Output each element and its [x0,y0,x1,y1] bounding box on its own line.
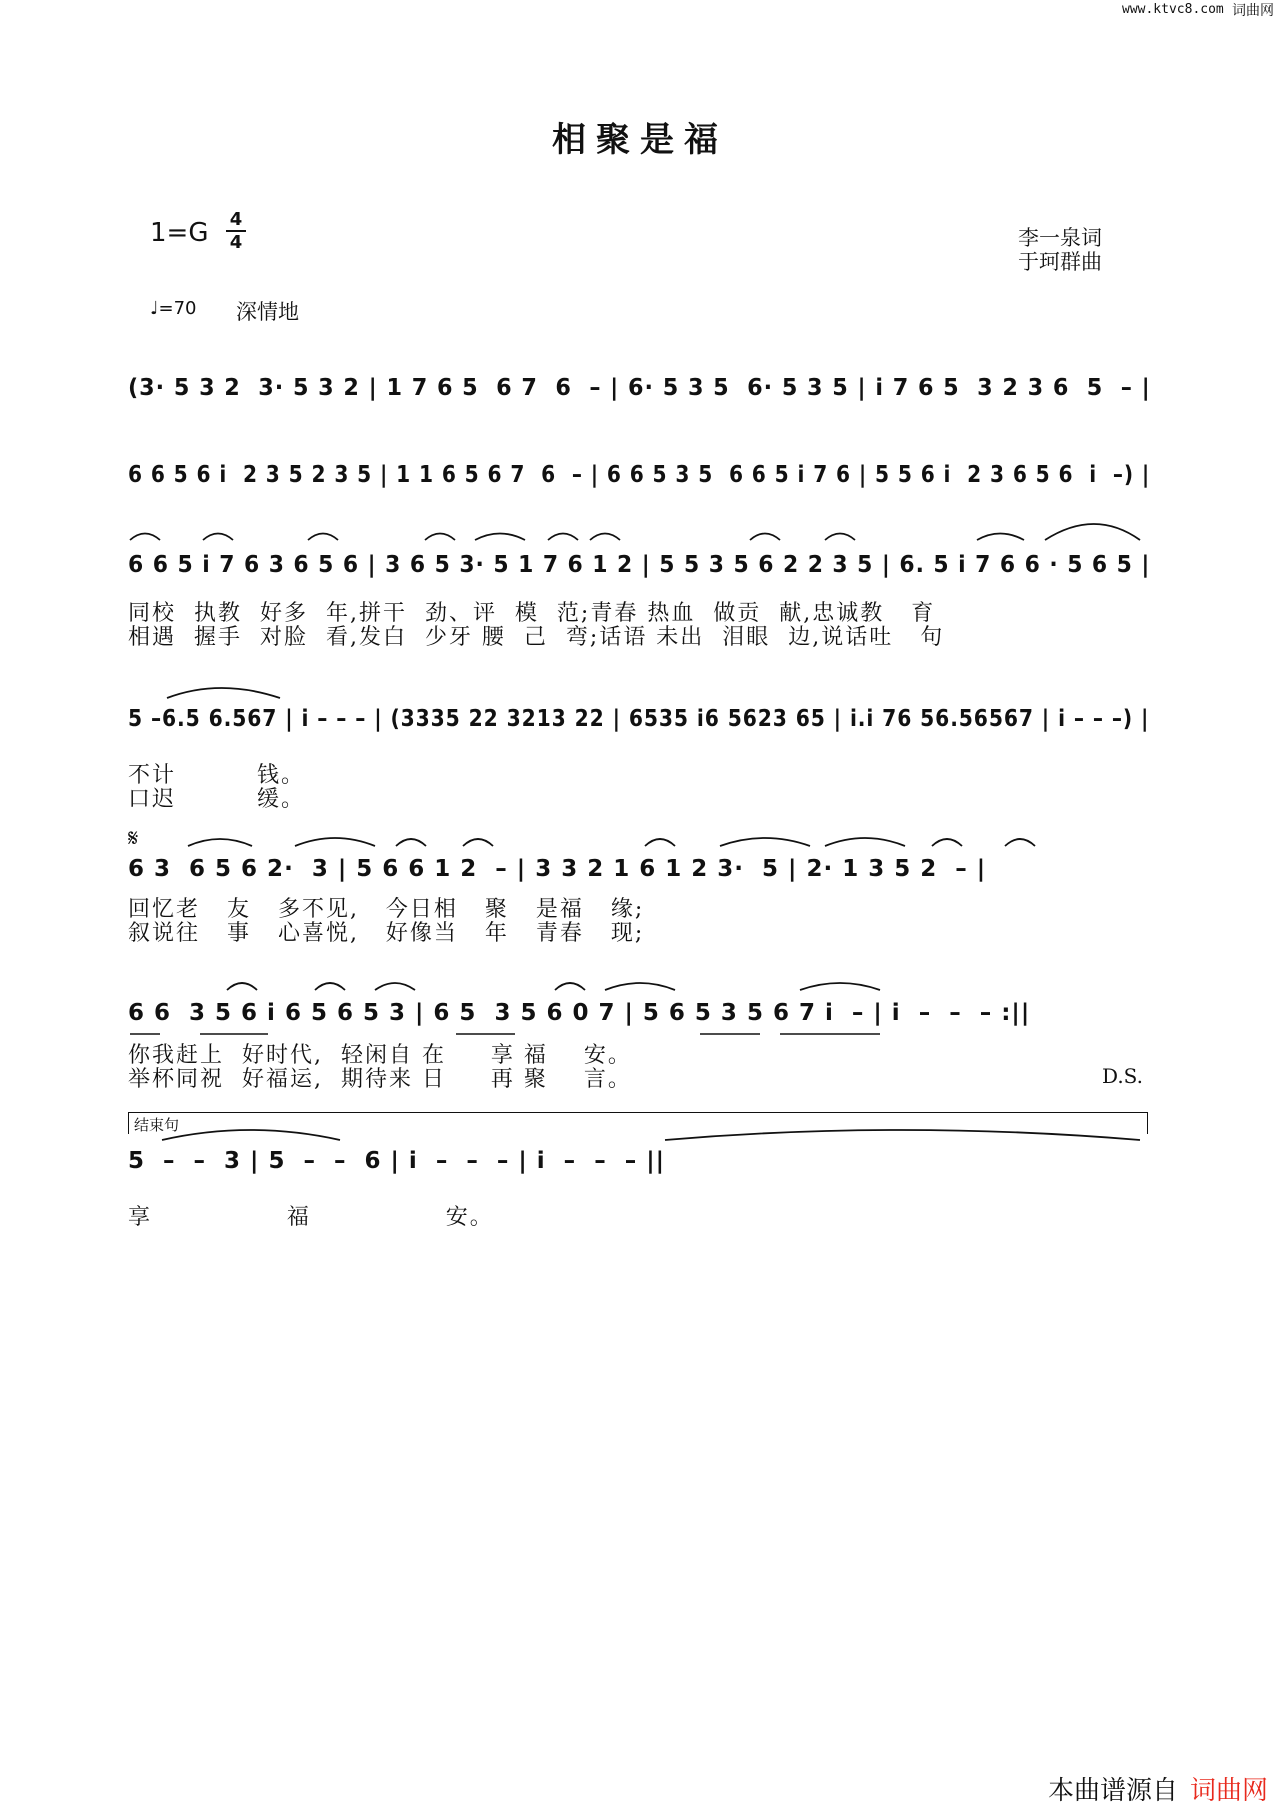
ending-label: 结束句 [134,1116,180,1134]
staff-notes: 6 6 5 i 7 6 3 6 5 6 | 3 6 5 3· 5 1 7 6 1 2 | 5 5 3 5 6 2 2 3 5 | 6. 5 i 7 6 6 · 5 6 5 | [128,552,1151,578]
expression-mark: 深情地 [236,300,299,324]
segno-sign: 𝄋 [128,824,139,852]
lyric-line-1: 回忆老 友 多不见, 今日相 聚 是福 缘; [128,897,645,922]
lyric-line-1: 享 福 安。 [128,1205,494,1230]
ds-mark: D.S. [1102,1064,1144,1088]
composer-credit: 于珂群曲 [1018,250,1102,274]
lyric-line-2: 相遇 握手 对脸 看,发白 少牙 腰 己 弯;话语 未出 泪眼 边,说话吐 句 [128,625,945,650]
lyric-line-2: 举杯同祝 好福运, 期待来 日 再 聚 言。 [128,1067,632,1092]
lyricist-credit: 李一泉词 [1018,226,1102,250]
site-url[interactable]: www.ktvc8.com [1122,2,1224,17]
footer-source-label: 本曲谱源自 [1048,1776,1179,1806]
lyric-line-2: 叙说往 事 心喜悦, 好像当 年 青春 现; [128,921,645,946]
staff-notes: 6 6 3 5 6 i 6 5 6 5 3 | 6 5 3 5 6 0 7 | 5 6 5 3 5 6 7 i – | i – – – :|| [128,1000,1031,1026]
lyric-line-1: 同校 执教 好多 年,拼干 劲、评 模 范;青春 热血 做贡 献,忠诚教 育 [128,601,936,626]
staff-notes: 5 –6.5 6.567 | i – – – | (3335 22 3213 22 | 6535 i6 5623 65 | i.i 76 56.56567 | i – – –) | [128,706,1150,732]
footer-site-name[interactable]: 词曲网 [1190,1776,1269,1806]
lyric-line-1: 你我赶上 好时代, 轻闲自 在 享 福 安。 [128,1043,632,1068]
staff-notes: 5 – – 3 | 5 – – 6 | i – – – | i – – – || [128,1148,666,1174]
site-name[interactable]: 词曲网 [1232,3,1274,19]
song-title: 相聚是福 [552,120,728,160]
staff-notes: 6 3 6 5 6 2· 3 | 5 6 6 1 2 – | 3 3 2 1 6 1 2 3· 5 | 2· 1 3 5 2 – | [128,856,987,882]
lyric-line-2: 口迟 缓。 [128,787,305,812]
time-signature-bottom: 4 [229,232,243,253]
key-signature: 1=G [150,218,209,248]
time-signature-top: 4 [229,209,243,230]
staff-notes: (3· 5 3 2 3· 5 3 2 | 1 7 6 5 6 7 6 – | 6· 5 3 5 6· 5 3 5 | i 7 6 5 3 2 3 6 5 – | [128,375,1151,401]
staff-notes: 6 6 5 6 i 2 3 5 2 3 5 | 1 1 6 5 6 7 6 – | 6 6 5 3 5 6 6 5 i 7 6 | 5 5 6 i 2 3 6 5 6 i –) | [128,462,1151,488]
lyric-line-1: 不计 钱。 [128,763,305,788]
tempo-mark: ♩=70 [150,298,197,319]
